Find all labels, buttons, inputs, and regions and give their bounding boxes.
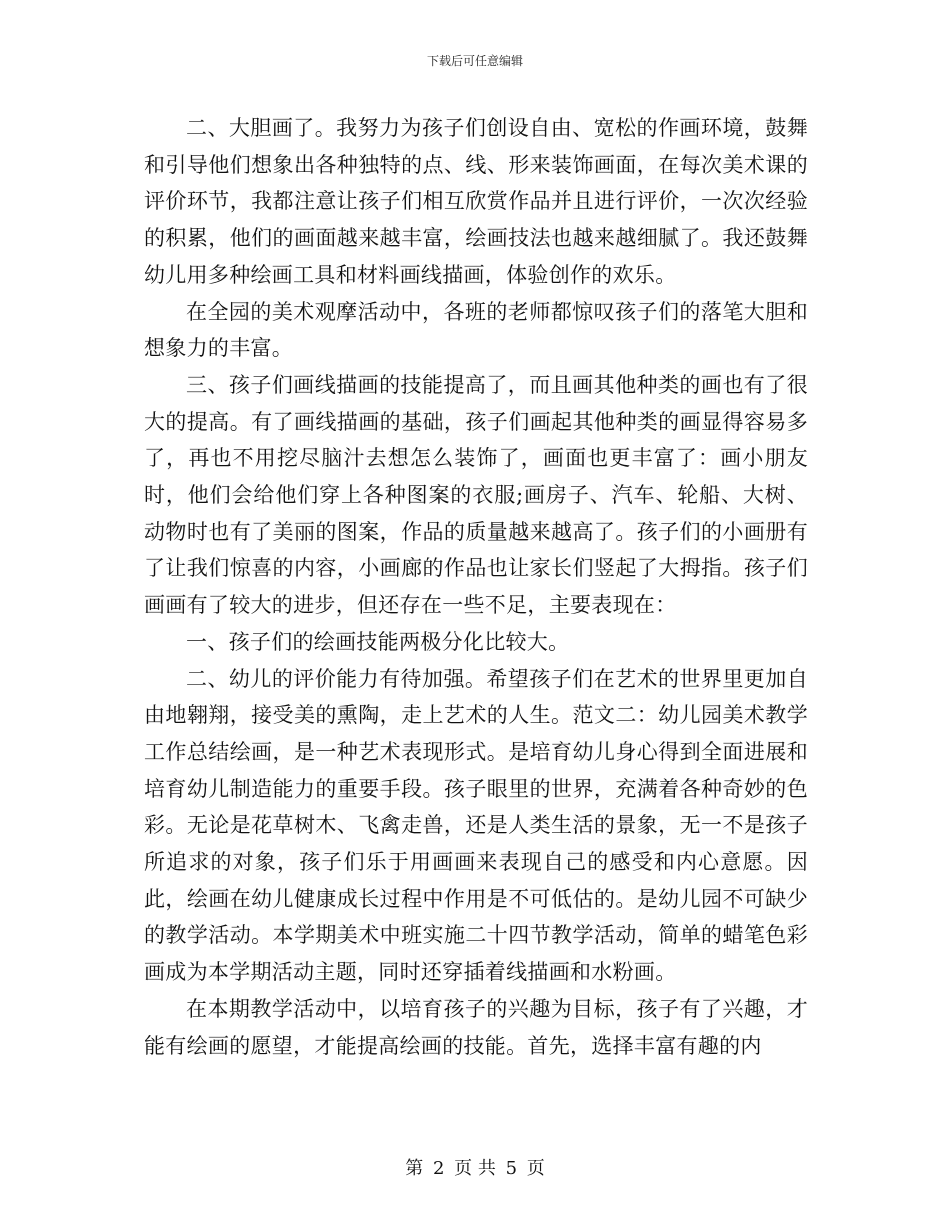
page-header: 下载后可任意编辑: [426, 54, 523, 68]
page-footer: [0, 1154, 950, 1180]
footer-current-page: 2: [432, 1158, 445, 1179]
paragraph-6: 在本期教学活动中，以培育孩子的兴趣为目标，孩子有了兴趣，才能有绘画的愿望，才能提高绘画的技能。首先，选择丰富有趣的内: [144, 996, 808, 1058]
paragraph-5: 二、幼儿的评价能力有待加强。希望孩子们在艺术的世界里更加自由地翱翔，接受美的熏陶，走上艺术的人生。范文二：幼儿园美术教学工作总结绘画，是一种艺术表现形式。是培育幼儿身心得到全面进展和培育幼儿制造能力的重要手段。孩子眼里的世界，充满着各种奇妙的色彩。无论是花草树木、飞禽走兽，还是人类生活的景象，无一不是孩子所追求的对象，孩子们乐于用画画来表现自己的感受和内心意愿。因此，绘画在幼儿健康成长过程中作用是不可低估的。是幼儿园不可缺少的教学活动。本学期美术中班实施二十四节教学活动，简单的蜡笔色彩画成为本学期活动主题，同时还穿插着线描画和水粉画。: [144, 666, 808, 985]
footer-prefix: 第: [405, 1158, 424, 1179]
footer-total-pages: 5: [505, 1158, 518, 1179]
paragraph-1: 二、大胆画了。我努力为孩子们创设自由、宽松的作画环境，鼓舞和引导他们想象出各种独特的点、线、形来装饰画面，在每次美术课的评价环节，我都注意让孩子们相互欣赏作品并且进行评价，一次次经验的积累，他们的画面越来越丰富，绘画技法也越来越细腻了。我还鼓舞幼儿用多种绘画工具和材料画线描画，体验创作的欢乐。: [144, 116, 808, 287]
document-body: [144, 110, 808, 1064]
footer-suffix: 页: [526, 1158, 545, 1179]
footer-mid: 页 共: [454, 1158, 496, 1179]
paragraph-3: 三、孩子们画线描画的技能提高了，而且画其他种类的画也有了很大的提高。有了画线描画的基础，孩子们画起其他种类的画显得容易多了，再也不用挖尽脑汁去想怎么装饰了，画面也更丰富了：画小朋友时，他们会给他们穿上各种图案的衣服;画房子、汽车、轮船、大树、动物时也有了美丽的图案，作品的质量越来越高了。孩子们的小画册有了让我们惊喜的内容，小画廊的作品也让家长们竖起了大拇指。孩子们画画有了较大的进步，但还存在一些不足，主要表现在：: [144, 372, 808, 618]
paragraph-4: 一、孩子们的绘画技能两极分化比较大。: [186, 629, 570, 654]
paragraph-2: 在全园的美术观摩活动中，各班的老师都惊叹孩子们的落笔大胆和想象力的丰富。: [144, 299, 808, 361]
